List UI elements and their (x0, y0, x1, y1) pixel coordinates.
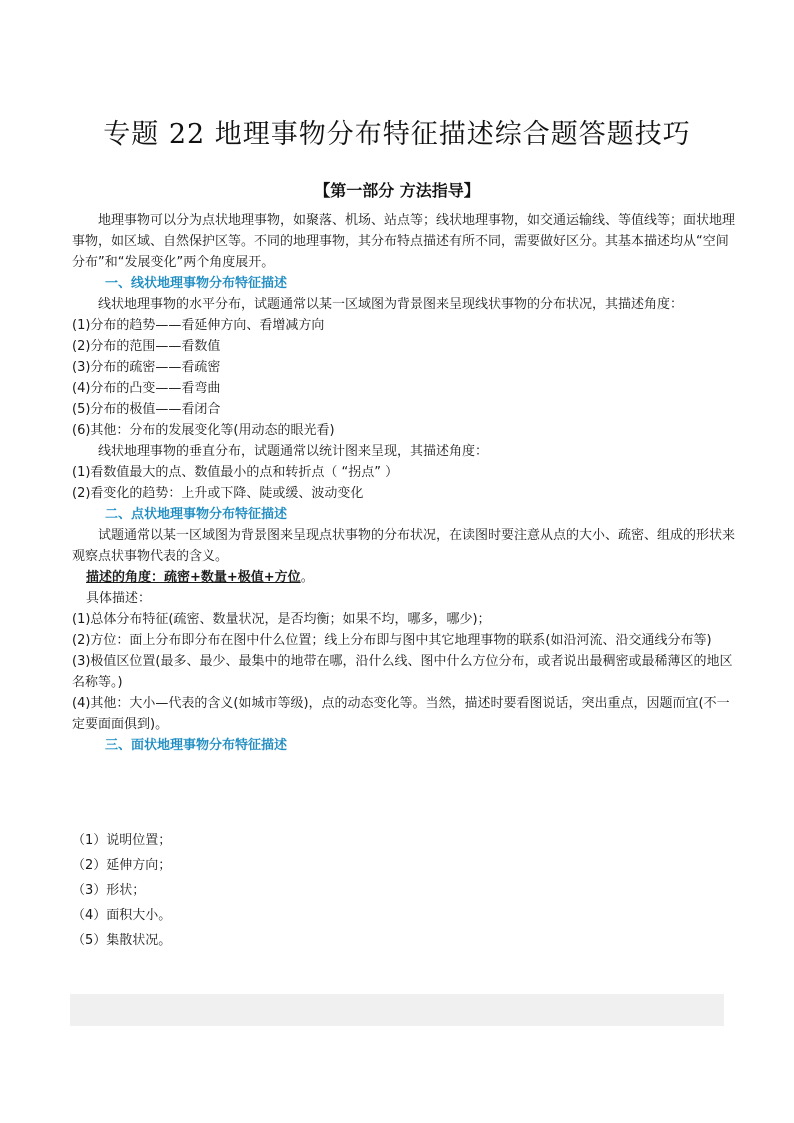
document-title: 专题 22 地理事物分布特征描述综合题答题技巧 (103, 119, 691, 150)
description-angles: 描述的角度：疏密+数量+极值+方位 (86, 570, 301, 585)
line-para-vertical: 线状地理事物的垂直分布，试题通常以统计图来呈现，其描述角度： (98, 444, 489, 459)
sub-heading: 具体描述： (86, 591, 152, 606)
emphasis-line (72, 567, 736, 588)
list-item: （2）延伸方向； (72, 858, 172, 873)
line-para-horizontal: 线状地理事物的水平分布，试题通常以某一区域图为背景图来呈现线状事物的分布状况，其描述角度： (98, 297, 684, 312)
list-item: (3)极值区位置(最多、最少、最集中的地带在哪，沿什么线、图中什么方位分布，或者说出最稠密或最稀薄区的地区名称等。) (72, 654, 733, 690)
list-item: （3）形状； (72, 883, 146, 898)
intro-paragraph: 地理事物可以分为点状地理事物，如聚落、机场、站点等；线状地理事物，如交通运输线、等值线等；面状地理事物，如区域、自然保护区等。不同的地理事物，其分布特点描述有所不同，需要做好区分。其基本描述均从“空间分布”和“发展变化”两个角度展开。 (72, 213, 736, 270)
section-heading-line: 一、线状地理事物分布特征描述 (105, 276, 288, 291)
list-item: （4）面积大小。 (72, 908, 172, 923)
list-item: （1）说明位置； (72, 833, 172, 848)
list-item: (4)其他：大小—代表的含义(如城市等级)，点的动态变化等。当然，描述时要看图说话，突出重点，因题而宜(不一定要面面俱到)。 (72, 696, 730, 732)
part-title: 【第一部分 方法指导】 (314, 181, 480, 200)
section-heading-area: 三、面状地理事物分布特征描述 (105, 738, 288, 753)
list-item: (2)方位：面上分布即分布在图中什么位置；线上分布即与图中其它地理事物的联系(如沿河流、沿交通线分布等) (72, 633, 712, 648)
emphasis-tail: 。 (300, 570, 314, 585)
grey-placeholder-bar (70, 994, 724, 1026)
section-heading-point: 二、点状地理事物分布特征描述 (105, 507, 288, 522)
list-item: (1)看数值最大的点、数值最小的点和转折点（ “拐点” ） (72, 465, 399, 480)
list-item: (1)总体分布特征(疏密、数量状况，是否均衡；如果不均，哪多，哪少)； (72, 612, 491, 627)
list-item: (2)看变化的趋势：上升或下降、陡或缓、波动变化 (72, 486, 364, 501)
list-item: (6)其他：分布的发展变化等(用动态的眼光看) (72, 423, 335, 438)
list-item: (3)分布的疏密——看疏密 (72, 360, 221, 375)
document-body (72, 210, 736, 756)
list-item: (5)分布的极值——看闭合 (72, 402, 221, 417)
list-item: (4)分布的凸变——看弯曲 (72, 381, 221, 396)
area-list (72, 828, 171, 953)
point-para: 试题通常以某一区域图为背景图来呈现点状事物的分布状况，在读图时要注意从点的大小、疏密、组成的形状来观察点状事物代表的含义。 (72, 528, 736, 564)
list-item: (2)分布的范围——看数值 (72, 339, 221, 354)
list-item: (1)分布的趋势——看延伸方向、看增减方向 (72, 318, 325, 333)
list-item: （5）集散状况。 (72, 933, 172, 948)
